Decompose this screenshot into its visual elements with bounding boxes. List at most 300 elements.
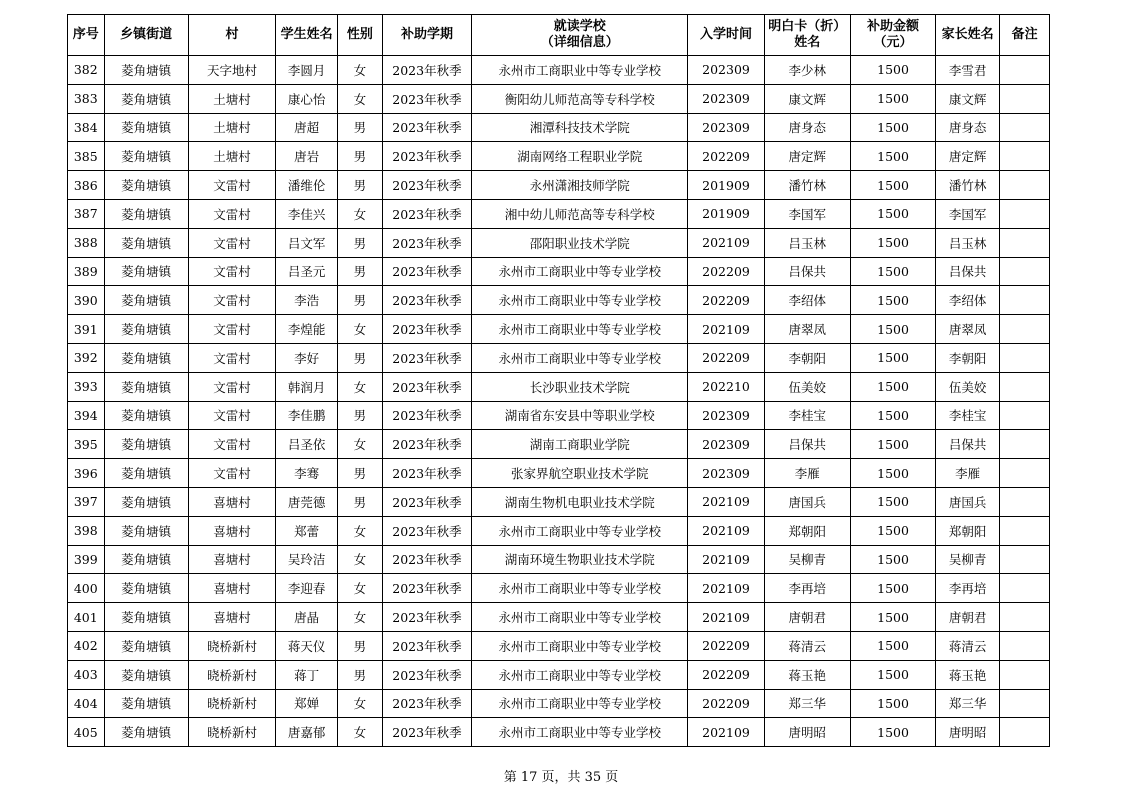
- cell-school: 永州市工商职业中等专业学校: [472, 286, 688, 315]
- cell-index: 400: [68, 574, 105, 603]
- cell-student-name: 唐超: [276, 113, 338, 142]
- cell-school: 湖南生物机电职业技术学院: [472, 487, 688, 516]
- cell-subsidy-term: 2023年秋季: [382, 516, 471, 545]
- cell-gender: 女: [338, 545, 383, 574]
- cell-subsidy-term: 2023年秋季: [382, 689, 471, 718]
- cell-township: 菱角塘镇: [104, 228, 188, 257]
- cell-remarks: [1000, 660, 1050, 689]
- cell-subsidy-term: 2023年秋季: [382, 56, 471, 85]
- page-footer: 第 17 页，共 35 页: [503, 770, 619, 785]
- cell-enroll-date: 202209: [688, 286, 764, 315]
- cell-remarks: [1000, 430, 1050, 459]
- cell-school: 永州市工商职业中等专业学校: [472, 603, 688, 632]
- table-row: [68, 603, 1050, 632]
- cell-student-name: 李佳兴: [276, 199, 338, 228]
- cell-card-name: 吕玉林: [764, 228, 850, 257]
- cell-subsidy-amount: 1500: [850, 430, 935, 459]
- cell-subsidy-amount: 1500: [850, 516, 935, 545]
- cell-parent-name: 李桂宝: [936, 401, 1000, 430]
- cell-student-name: 李煌能: [276, 315, 338, 344]
- header-col-remarks: 备注: [1000, 15, 1050, 56]
- cell-subsidy-amount: 1500: [850, 142, 935, 171]
- cell-card-name: 唐身态: [764, 113, 850, 142]
- cell-township: 菱角塘镇: [104, 487, 188, 516]
- cell-index: 405: [68, 718, 105, 747]
- cell-school: 永州市工商职业中等专业学校: [472, 689, 688, 718]
- cell-index: 397: [68, 487, 105, 516]
- cell-village: 喜塘村: [188, 603, 275, 632]
- cell-village: 晓桥新村: [188, 718, 275, 747]
- cell-student-name: 李迎春: [276, 574, 338, 603]
- cell-card-name: 康文辉: [764, 84, 850, 113]
- cell-student-name: 唐莞德: [276, 487, 338, 516]
- cell-index: 386: [68, 171, 105, 200]
- table-row: [68, 372, 1050, 401]
- table-row: [68, 401, 1050, 430]
- cell-township: 菱角塘镇: [104, 56, 188, 85]
- header-row: [68, 15, 1050, 56]
- cell-subsidy-term: 2023年秋季: [382, 459, 471, 488]
- cell-township: 菱角塘镇: [104, 142, 188, 171]
- cell-school: 湖南工商职业学院: [472, 430, 688, 459]
- table-row: [68, 199, 1050, 228]
- cell-gender: 女: [338, 516, 383, 545]
- cell-township: 菱角塘镇: [104, 545, 188, 574]
- cell-card-name: 唐翠凤: [764, 315, 850, 344]
- cell-student-name: 郑婵: [276, 689, 338, 718]
- table-row: [68, 718, 1050, 747]
- table-header: [68, 15, 1050, 56]
- cell-subsidy-amount: 1500: [850, 459, 935, 488]
- table-row: [68, 689, 1050, 718]
- cell-card-name: 郑三华: [764, 689, 850, 718]
- cell-remarks: [1000, 84, 1050, 113]
- cell-township: 菱角塘镇: [104, 631, 188, 660]
- cell-subsidy-amount: 1500: [850, 286, 935, 315]
- cell-student-name: 吕文军: [276, 228, 338, 257]
- cell-enroll-date: 202309: [688, 84, 764, 113]
- cell-enroll-date: 202309: [688, 56, 764, 85]
- cell-subsidy-amount: 1500: [850, 315, 935, 344]
- cell-card-name: 唐明昭: [764, 718, 850, 747]
- cell-gender: 女: [338, 430, 383, 459]
- cell-gender: 女: [338, 372, 383, 401]
- cell-parent-name: 郑朝阳: [936, 516, 1000, 545]
- cell-remarks: [1000, 56, 1050, 85]
- cell-school: 永州市工商职业中等专业学校: [472, 718, 688, 747]
- cell-remarks: [1000, 142, 1050, 171]
- cell-index: 395: [68, 430, 105, 459]
- cell-gender: 男: [338, 487, 383, 516]
- cell-village: 土塘村: [188, 113, 275, 142]
- cell-enroll-date: 202109: [688, 574, 764, 603]
- header-line: 明白卡（折）: [768, 19, 847, 34]
- header-col-gender: 性别: [338, 15, 383, 56]
- cell-township: 菱角塘镇: [104, 343, 188, 372]
- cell-village: 晓桥新村: [188, 631, 275, 660]
- cell-gender: 男: [338, 171, 383, 200]
- cell-subsidy-amount: 1500: [850, 257, 935, 286]
- header-col-township: 乡镇街道: [104, 15, 188, 56]
- cell-village: 喜塘村: [188, 545, 275, 574]
- cell-card-name: 蒋玉艳: [764, 660, 850, 689]
- cell-index: 392: [68, 343, 105, 372]
- table-row: [68, 430, 1050, 459]
- header-line: （详细信息）: [540, 35, 619, 50]
- cell-school: 湘潭科技技术学院: [472, 113, 688, 142]
- cell-school: 永州市工商职业中等专业学校: [472, 56, 688, 85]
- cell-subsidy-amount: 1500: [850, 603, 935, 632]
- cell-enroll-date: 202210: [688, 372, 764, 401]
- cell-village: 喜塘村: [188, 487, 275, 516]
- cell-card-name: 李朝阳: [764, 343, 850, 372]
- cell-village: 晓桥新村: [188, 689, 275, 718]
- cell-parent-name: 李朝阳: [936, 343, 1000, 372]
- header-col-subsidy-amount: [850, 15, 935, 56]
- cell-village: 文雷村: [188, 401, 275, 430]
- cell-parent-name: 吕保共: [936, 257, 1000, 286]
- cell-enroll-date: 202209: [688, 343, 764, 372]
- cell-card-name: 潘竹林: [764, 171, 850, 200]
- cell-index: 401: [68, 603, 105, 632]
- cell-gender: 男: [338, 459, 383, 488]
- cell-gender: 女: [338, 574, 383, 603]
- cell-township: 菱角塘镇: [104, 199, 188, 228]
- cell-card-name: 伍美姣: [764, 372, 850, 401]
- cell-student-name: 蒋丁: [276, 660, 338, 689]
- header-col-village: 村: [188, 15, 275, 56]
- cell-index: 396: [68, 459, 105, 488]
- table-row: [68, 459, 1050, 488]
- cell-subsidy-amount: 1500: [850, 487, 935, 516]
- table-row: [68, 56, 1050, 85]
- cell-gender: 女: [338, 199, 383, 228]
- cell-remarks: [1000, 487, 1050, 516]
- cell-remarks: [1000, 401, 1050, 430]
- cell-subsidy-term: 2023年秋季: [382, 660, 471, 689]
- cell-index: 384: [68, 113, 105, 142]
- cell-school: 永州市工商职业中等专业学校: [472, 660, 688, 689]
- cell-card-name: 李少林: [764, 56, 850, 85]
- cell-remarks: [1000, 718, 1050, 747]
- cell-subsidy-amount: 1500: [850, 689, 935, 718]
- cell-subsidy-term: 2023年秋季: [382, 171, 471, 200]
- cell-remarks: [1000, 257, 1050, 286]
- cell-gender: 女: [338, 84, 383, 113]
- cell-subsidy-term: 2023年秋季: [382, 718, 471, 747]
- cell-student-name: 吕圣元: [276, 257, 338, 286]
- header-line: 就读学校: [553, 19, 606, 34]
- table-row: [68, 660, 1050, 689]
- cell-card-name: 唐国兵: [764, 487, 850, 516]
- cell-village: 文雷村: [188, 372, 275, 401]
- cell-index: 382: [68, 56, 105, 85]
- table-row: [68, 343, 1050, 372]
- cell-subsidy-amount: 1500: [850, 84, 935, 113]
- cell-subsidy-term: 2023年秋季: [382, 113, 471, 142]
- cell-enroll-date: 202309: [688, 459, 764, 488]
- cell-subsidy-term: 2023年秋季: [382, 603, 471, 632]
- cell-parent-name: 蒋清云: [936, 631, 1000, 660]
- cell-student-name: 李浩: [276, 286, 338, 315]
- cell-gender: 男: [338, 343, 383, 372]
- cell-index: 390: [68, 286, 105, 315]
- cell-index: 383: [68, 84, 105, 113]
- cell-school: 邵阳职业技术学院: [472, 228, 688, 257]
- cell-school: 永州潇湘技师学院: [472, 171, 688, 200]
- cell-index: 403: [68, 660, 105, 689]
- cell-subsidy-amount: 1500: [850, 199, 935, 228]
- student-subsidy-table: [67, 14, 1050, 747]
- cell-village: 文雷村: [188, 430, 275, 459]
- cell-parent-name: 李雁: [936, 459, 1000, 488]
- cell-remarks: [1000, 315, 1050, 344]
- cell-school: 衡阳幼儿师范高等专科学校: [472, 84, 688, 113]
- cell-student-name: 蒋天仪: [276, 631, 338, 660]
- cell-remarks: [1000, 228, 1050, 257]
- cell-remarks: [1000, 286, 1050, 315]
- header-line: 补助金额: [867, 19, 920, 34]
- cell-remarks: [1000, 199, 1050, 228]
- cell-card-name: 唐朝君: [764, 603, 850, 632]
- cell-township: 菱角塘镇: [104, 257, 188, 286]
- cell-school: 湖南环境生物职业技术学院: [472, 545, 688, 574]
- cell-village: 喜塘村: [188, 516, 275, 545]
- cell-subsidy-term: 2023年秋季: [382, 430, 471, 459]
- cell-gender: 男: [338, 660, 383, 689]
- cell-parent-name: 吕保共: [936, 430, 1000, 459]
- cell-remarks: [1000, 689, 1050, 718]
- cell-remarks: [1000, 574, 1050, 603]
- cell-subsidy-amount: 1500: [850, 113, 935, 142]
- cell-village: 喜塘村: [188, 574, 275, 603]
- header-col-enroll-date: 入学时间: [688, 15, 764, 56]
- cell-enroll-date: 202109: [688, 315, 764, 344]
- cell-card-name: 郑朝阳: [764, 516, 850, 545]
- cell-township: 菱角塘镇: [104, 315, 188, 344]
- cell-remarks: [1000, 372, 1050, 401]
- cell-school: 湘中幼儿师范高等专科学校: [472, 199, 688, 228]
- header-col-subsidy-term: 补助学期: [382, 15, 471, 56]
- cell-enroll-date: 202109: [688, 718, 764, 747]
- cell-subsidy-term: 2023年秋季: [382, 574, 471, 603]
- cell-township: 菱角塘镇: [104, 660, 188, 689]
- cell-card-name: 吕保共: [764, 430, 850, 459]
- cell-enroll-date: 202109: [688, 545, 764, 574]
- cell-township: 菱角塘镇: [104, 84, 188, 113]
- table-row: [68, 84, 1050, 113]
- cell-gender: 女: [338, 718, 383, 747]
- cell-index: 388: [68, 228, 105, 257]
- cell-school: 永州市工商职业中等专业学校: [472, 315, 688, 344]
- cell-school: 湖南网络工程职业学院: [472, 142, 688, 171]
- cell-township: 菱角塘镇: [104, 401, 188, 430]
- cell-student-name: 李圆月: [276, 56, 338, 85]
- cell-index: 404: [68, 689, 105, 718]
- cell-school: 永州市工商职业中等专业学校: [472, 631, 688, 660]
- cell-parent-name: 唐定辉: [936, 142, 1000, 171]
- header-col-index: 序号: [68, 15, 105, 56]
- cell-subsidy-term: 2023年秋季: [382, 286, 471, 315]
- cell-subsidy-term: 2023年秋季: [382, 199, 471, 228]
- cell-remarks: [1000, 459, 1050, 488]
- cell-student-name: 唐嘉郁: [276, 718, 338, 747]
- cell-subsidy-term: 2023年秋季: [382, 315, 471, 344]
- cell-parent-name: 唐明昭: [936, 718, 1000, 747]
- cell-remarks: [1000, 631, 1050, 660]
- cell-subsidy-term: 2023年秋季: [382, 372, 471, 401]
- cell-parent-name: 蒋玉艳: [936, 660, 1000, 689]
- cell-subsidy-term: 2023年秋季: [382, 257, 471, 286]
- cell-school: 永州市工商职业中等专业学校: [472, 516, 688, 545]
- cell-subsidy-amount: 1500: [850, 343, 935, 372]
- cell-subsidy-amount: 1500: [850, 56, 935, 85]
- cell-school: 永州市工商职业中等专业学校: [472, 343, 688, 372]
- cell-card-name: 李绍体: [764, 286, 850, 315]
- cell-subsidy-amount: 1500: [850, 545, 935, 574]
- cell-enroll-date: 202109: [688, 516, 764, 545]
- cell-township: 菱角塘镇: [104, 372, 188, 401]
- cell-subsidy-term: 2023年秋季: [382, 142, 471, 171]
- table-row: [68, 487, 1050, 516]
- cell-enroll-date: 202209: [688, 257, 764, 286]
- cell-village: 晓桥新村: [188, 660, 275, 689]
- cell-subsidy-amount: 1500: [850, 660, 935, 689]
- cell-village: 土塘村: [188, 84, 275, 113]
- cell-township: 菱角塘镇: [104, 171, 188, 200]
- cell-student-name: 唐岩: [276, 142, 338, 171]
- cell-village: 文雷村: [188, 459, 275, 488]
- cell-remarks: [1000, 545, 1050, 574]
- table-row: [68, 113, 1050, 142]
- table-row: [68, 315, 1050, 344]
- cell-gender: 男: [338, 286, 383, 315]
- cell-enroll-date: 201909: [688, 199, 764, 228]
- cell-parent-name: 潘竹林: [936, 171, 1000, 200]
- cell-index: 391: [68, 315, 105, 344]
- cell-parent-name: 唐身态: [936, 113, 1000, 142]
- cell-enroll-date: 201909: [688, 171, 764, 200]
- cell-subsidy-amount: 1500: [850, 718, 935, 747]
- cell-village: 文雷村: [188, 228, 275, 257]
- cell-gender: 男: [338, 257, 383, 286]
- cell-gender: 女: [338, 603, 383, 632]
- cell-gender: 女: [338, 315, 383, 344]
- cell-gender: 女: [338, 56, 383, 85]
- cell-school: 湖南省东安县中等职业学校: [472, 401, 688, 430]
- cell-school: 永州市工商职业中等专业学校: [472, 574, 688, 603]
- cell-gender: 男: [338, 631, 383, 660]
- table-row: [68, 142, 1050, 171]
- cell-index: 385: [68, 142, 105, 171]
- cell-card-name: 吕保共: [764, 257, 850, 286]
- cell-student-name: 康心怡: [276, 84, 338, 113]
- cell-subsidy-term: 2023年秋季: [382, 631, 471, 660]
- cell-township: 菱角塘镇: [104, 718, 188, 747]
- cell-parent-name: 郑三华: [936, 689, 1000, 718]
- cell-index: 394: [68, 401, 105, 430]
- cell-parent-name: 李国军: [936, 199, 1000, 228]
- cell-parent-name: 吴柳青: [936, 545, 1000, 574]
- table-row: [68, 171, 1050, 200]
- table-row: [68, 631, 1050, 660]
- cell-subsidy-term: 2023年秋季: [382, 545, 471, 574]
- cell-township: 菱角塘镇: [104, 603, 188, 632]
- table-row: [68, 545, 1050, 574]
- cell-card-name: 李再培: [764, 574, 850, 603]
- cell-card-name: 李桂宝: [764, 401, 850, 430]
- cell-student-name: 郑蕾: [276, 516, 338, 545]
- cell-subsidy-amount: 1500: [850, 171, 935, 200]
- cell-gender: 男: [338, 228, 383, 257]
- cell-township: 菱角塘镇: [104, 689, 188, 718]
- cell-school: 张家界航空职业技术学院: [472, 459, 688, 488]
- cell-index: 389: [68, 257, 105, 286]
- cell-village: 文雷村: [188, 315, 275, 344]
- cell-remarks: [1000, 171, 1050, 200]
- cell-student-name: 韩润月: [276, 372, 338, 401]
- table-row: [68, 516, 1050, 545]
- cell-student-name: 唐晶: [276, 603, 338, 632]
- cell-student-name: 潘维伦: [276, 171, 338, 200]
- cell-card-name: 唐定辉: [764, 142, 850, 171]
- cell-village: 文雷村: [188, 343, 275, 372]
- cell-student-name: 吴玲洁: [276, 545, 338, 574]
- header-line: 姓名: [794, 35, 821, 50]
- cell-village: 文雷村: [188, 257, 275, 286]
- cell-remarks: [1000, 343, 1050, 372]
- cell-parent-name: 李雪君: [936, 56, 1000, 85]
- cell-enroll-date: 202209: [688, 689, 764, 718]
- cell-card-name: 李雁: [764, 459, 850, 488]
- cell-index: 399: [68, 545, 105, 574]
- cell-gender: 男: [338, 113, 383, 142]
- header-col-student-name: 学生姓名: [276, 15, 338, 56]
- cell-parent-name: 唐朝君: [936, 603, 1000, 632]
- table-body: [68, 56, 1050, 747]
- cell-gender: 男: [338, 401, 383, 430]
- cell-parent-name: 康文辉: [936, 84, 1000, 113]
- cell-enroll-date: 202109: [688, 487, 764, 516]
- table-row: [68, 257, 1050, 286]
- cell-enroll-date: 202109: [688, 603, 764, 632]
- cell-township: 菱角塘镇: [104, 459, 188, 488]
- cell-subsidy-term: 2023年秋季: [382, 343, 471, 372]
- cell-township: 菱角塘镇: [104, 430, 188, 459]
- cell-remarks: [1000, 603, 1050, 632]
- cell-school: 永州市工商职业中等专业学校: [472, 257, 688, 286]
- cell-parent-name: 唐翠凤: [936, 315, 1000, 344]
- cell-subsidy-amount: 1500: [850, 631, 935, 660]
- cell-enroll-date: 202109: [688, 228, 764, 257]
- cell-enroll-date: 202309: [688, 113, 764, 142]
- header-col-parent-name: 家长姓名: [936, 15, 1000, 56]
- cell-township: 菱角塘镇: [104, 516, 188, 545]
- cell-subsidy-term: 2023年秋季: [382, 487, 471, 516]
- cell-student-name: 李骞: [276, 459, 338, 488]
- cell-subsidy-amount: 1500: [850, 372, 935, 401]
- cell-parent-name: 吕玉林: [936, 228, 1000, 257]
- cell-parent-name: 李绍体: [936, 286, 1000, 315]
- cell-student-name: 李好: [276, 343, 338, 372]
- cell-village: 文雷村: [188, 286, 275, 315]
- cell-student-name: 李佳鹏: [276, 401, 338, 430]
- cell-card-name: 吴柳青: [764, 545, 850, 574]
- header-col-school: [472, 15, 688, 56]
- cell-township: 菱角塘镇: [104, 574, 188, 603]
- cell-village: 土塘村: [188, 142, 275, 171]
- cell-enroll-date: 202209: [688, 660, 764, 689]
